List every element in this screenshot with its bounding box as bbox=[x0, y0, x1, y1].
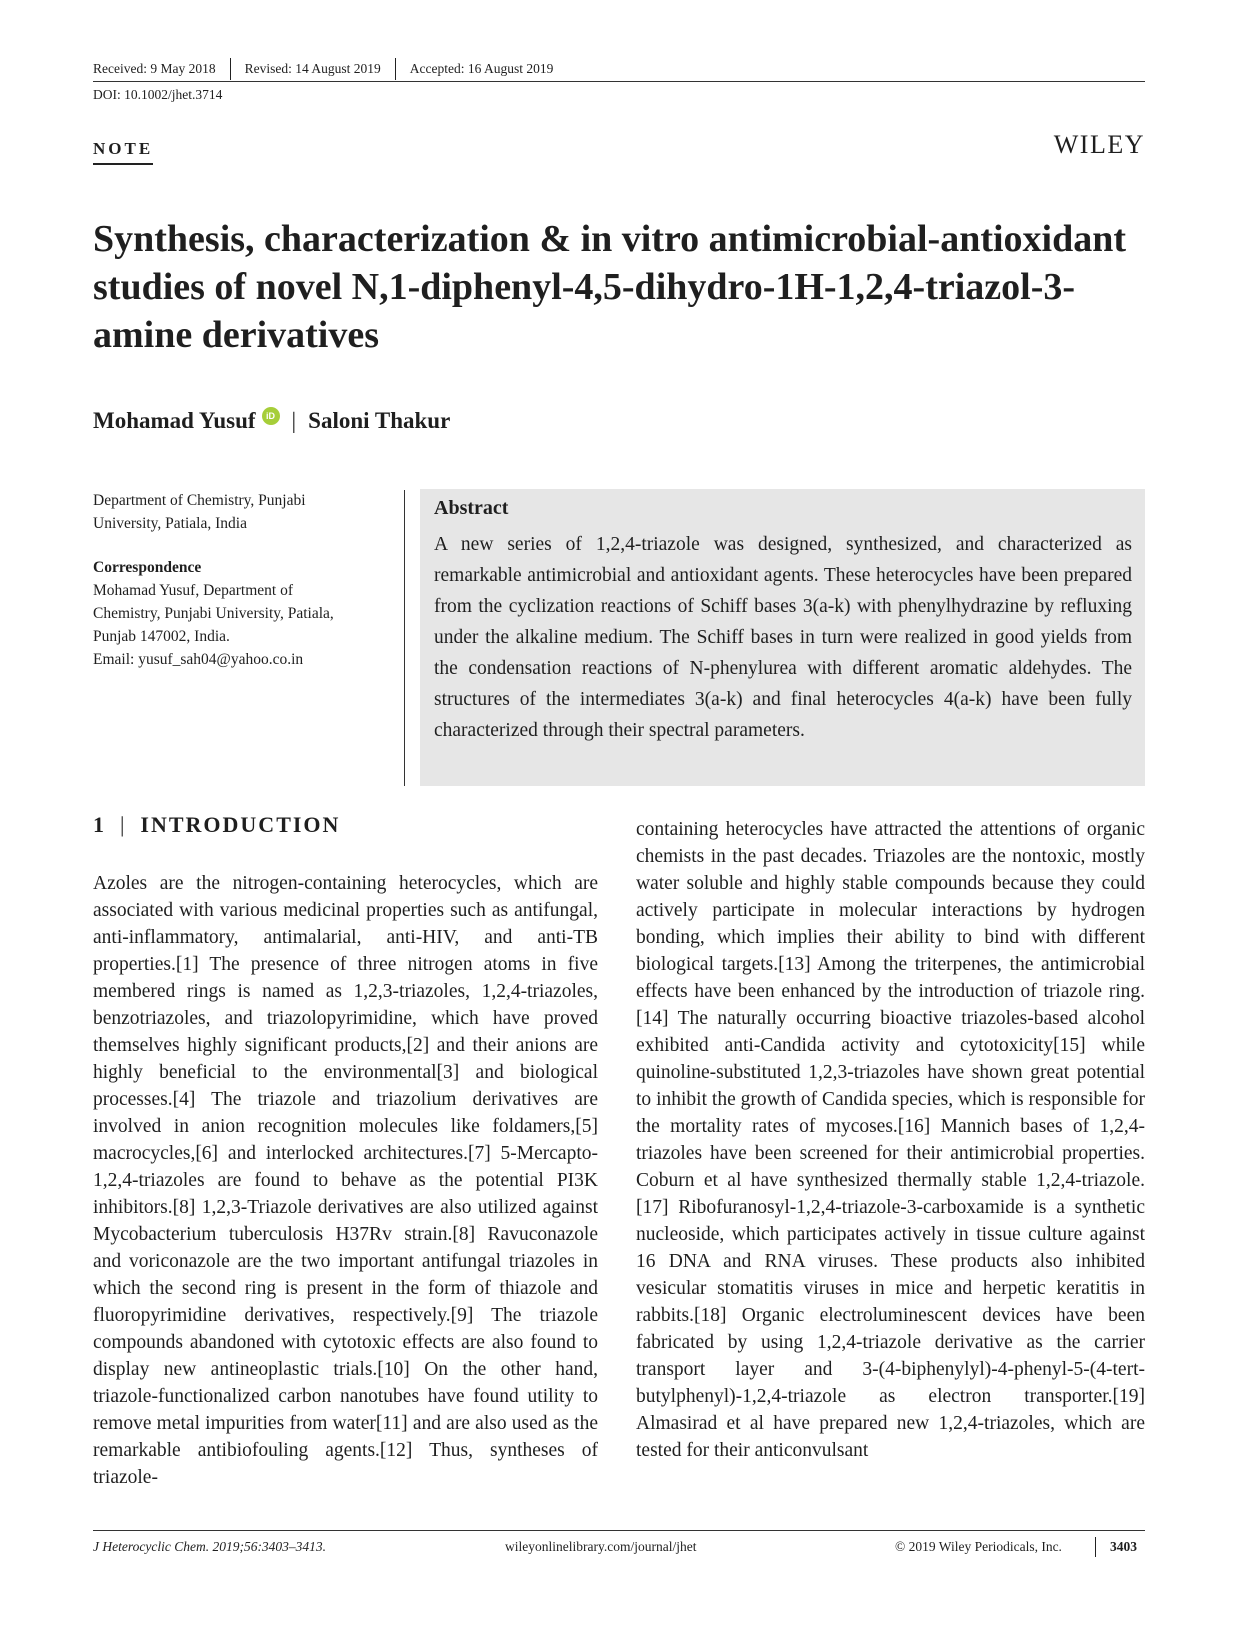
article-type: NOTE bbox=[93, 139, 153, 165]
section-title: INTRODUCTION bbox=[140, 812, 341, 837]
paper-title: Synthesis, characterization & in vitro antimicrobial-antioxidant studies of novel N,1-diphenyl-4,5-dihydro-1H-1,2,4-triazol-3-amine derivatives bbox=[93, 218, 1127, 356]
affiliation: Department of Chemistry, Punjabi University, Patiala, India bbox=[93, 492, 306, 532]
abstract-text: A new series of 1,2,4-triazole was designed, synthesized, and characterized as remarkable antimicrobial and antioxidant agents. These heterocycles have been prepared from the cyclization reactions of Schiff bases 3(a-k) with phenylhydrazine by refluxing under the alkaline medium. The Schiff bases in turn were realized in good yields from the condensation reactions of N-phenylurea with different aromatic aldehydes. The structures of the intermediates 3(a-k) and final heterocycles 4(a-k) have been fully characterized through their spectral parameters. bbox=[434, 534, 1132, 741]
intro-left-column: Azoles are the nitrogen-containing heterocycles, which are associated with various medicinal properties such as antifungal, anti-inflammatory, antimalarial, anti-HIV, and anti-TB properties.[1] The presence of three nitrogen atoms in five membered rings is named as 1,2,3-triazoles, 1,2,4-triazoles, benzotriazoles, and triazolopyrimidine, which have proved themselves highly significant products,[2] and their anions are highly beneficial to the environmental[3] and biological processes.[4] The triazole and triazolium derivatives are involved in anion recognition molecules like foldamers,[5] macrocycles,[6] and interlocked architectures.[7] 5-Mercapto-1,2,4-triazoles are found to behave as the potential PI3K inhibitors.[8] 1,2,3-Triazole derivatives are also utilized against Mycobacterium tuberculosis H37Rv strain.[8] Ravuconazole and voriconazole are the two important antifungal triazoles in which the second ring is present in the form of thiazole and fluoropyrimidine derivatives, respectively.[9] The triazole compounds abandoned with cytotoxic effects are also found to display new antineoplastic trials.[10] On the other hand, triazole-functionalized carbon nanotubes have found utility to remove metal impurities from water[11] and are also used as the remarkable antibiofouling agents.[12] Thus, syntheses of triazole- bbox=[93, 873, 598, 1488]
journal-citation: J Heterocyclic Chem. 2019;56:3403–3413. bbox=[93, 1539, 327, 1554]
section-number: 1 bbox=[93, 812, 106, 837]
correspondence bbox=[93, 556, 383, 671]
abstract-box bbox=[420, 489, 1145, 786]
accepted-date: Accepted: 16 August 2019 bbox=[395, 58, 568, 80]
author-separator: | bbox=[291, 408, 297, 433]
author-list bbox=[93, 408, 450, 434]
orcid-icon[interactable]: iD bbox=[262, 407, 280, 425]
publisher-logo: WILEY bbox=[1053, 130, 1145, 159]
column-divider bbox=[404, 490, 405, 786]
footer-rule bbox=[93, 1530, 1145, 1531]
correspondence-body: Mohamad Yusuf, Department of Chemistry, Punjabi University, Patiala, Punjab 147002, India. Email: yusuf_sah04@yahoo.co.in bbox=[93, 582, 334, 668]
revised-date: Revised: 14 August 2019 bbox=[230, 58, 395, 80]
correspondence-heading: Correspondence bbox=[93, 559, 202, 576]
article-dates bbox=[93, 58, 567, 80]
section-heading bbox=[93, 812, 340, 838]
page-number: 3403 bbox=[1095, 1537, 1137, 1557]
author-name: Mohamad Yusuf bbox=[93, 408, 256, 433]
journal-url[interactable]: wileyonlinelibrary.com/journal/jhet bbox=[505, 1539, 697, 1554]
author-name: Saloni Thakur bbox=[308, 408, 451, 433]
received-date: Received: 9 May 2018 bbox=[93, 61, 216, 76]
doi: DOI: 10.1002/jhet.3714 bbox=[93, 87, 223, 102]
header-rule bbox=[93, 81, 1145, 82]
intro-right-column: containing heterocycles have attracted the attentions of organic chemists in the past decades. Triazoles are the nontoxic, mostly water soluble and highly stable compounds because they could actively participate in molecular interactions by hydrogen bonding, which implies their ability to bind with different biological targets.[13] Among the triterpenes, the antimicrobial effects have been enhanced by the introduction of triazole ring.[14] The naturally occurring bioactive triazoles-based alcohol exhibited anti-Candida activity and cytotoxicity[15] while quinoline-substituted 1,2,3-triazoles have shown great potential to inhibit the growth of Candida species, which is responsible for the mortality rates of mycoses.[16] Mannich bases of 1,2,4-triazoles have been screened for their antimicrobial properties. Coburn et al have synthesized thermally stable 1,2,4-triazole.[17] Ribofuranosyl-1,2,4-triazole-3-carboxamide is a synthetic nucleoside, which participates actively in tissue culture against 16 DNA and RNA viruses. These products also inhibited vesicular stomatitis viruses in mice and herpetic keratitis in rabbits.[18] Organic electroluminescent devices have been fabricated by using 1,2,4-triazole derivative as the carrier transport layer and 3-(4-biphenylyl)-4-phenyl-5-(4-tert-butylphenyl)-1,2,4-triazole as electron transporter.[19] Almasirad et al have prepared new 1,2,4-triazoles, which are tested for their anticonvulsant bbox=[636, 819, 1145, 1461]
abstract-heading: Abstract bbox=[434, 497, 509, 519]
copyright: © 2019 Wiley Periodicals, Inc. bbox=[895, 1539, 1062, 1554]
section-separator: | bbox=[120, 812, 127, 837]
